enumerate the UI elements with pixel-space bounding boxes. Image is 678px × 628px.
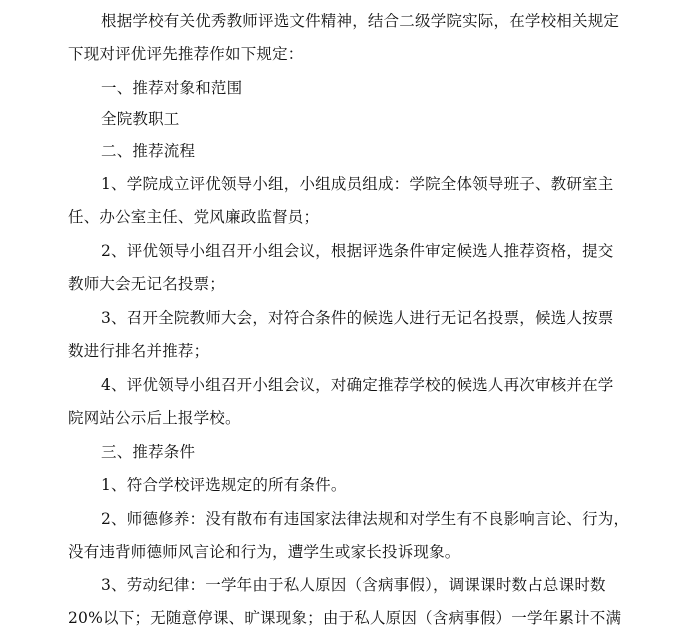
process-item-4-line-1: 4、评优领导小组召开小组会议，对确定推荐学校的候选人再次审核并在学 xyxy=(101,376,614,394)
paragraph-intro-line-2: 下现对评优评先推荐作如下规定： xyxy=(68,45,304,63)
process-item-2-line-2: 教师大会无记名投票； xyxy=(68,275,226,293)
process-item-1-line-2: 任、办公室主任、党风廉政监督员； xyxy=(68,208,320,226)
condition-item-1: 1、符合学校评选规定的所有条件。 xyxy=(101,476,347,494)
condition-item-3-line-2: 20%以下；无随意停课、旷课现象；由于私人原因（含病事假）一学年累计不满 xyxy=(68,609,622,627)
section-heading-2: 二、推荐流程 xyxy=(101,142,196,160)
process-item-2-line-1: 2、评优领导小组召开小组会议，根据评选条件审定候选人推荐资格，提交 xyxy=(101,242,614,260)
section-heading-1: 一、推荐对象和范围 xyxy=(101,79,243,97)
section-heading-3: 三、推荐条件 xyxy=(101,443,196,461)
section-1-content: 全院教职工 xyxy=(101,110,180,128)
condition-item-2-line-2: 没有违背师德师风言论和行为，遭学生或家长投诉现象。 xyxy=(68,543,461,561)
paragraph-intro-line-1: 根据学校有关优秀教师评选文件精神，结合二级学院实际，在学校相关规定 xyxy=(101,12,620,30)
condition-item-3-line-1: 3、劳动纪律：一学年由于私人原因（含病事假），调课课时数占总课时数 xyxy=(101,576,606,594)
process-item-3-line-2: 数进行排名并推荐； xyxy=(68,342,210,360)
condition-item-2-line-1: 2、师德修养：没有散布有违国家法律法规和对学生有不良影响言论、行为， xyxy=(101,510,630,528)
process-item-1-line-1: 1、学院成立评优领导小组，小组成员组成：学院全体领导班子、教研室主 xyxy=(101,175,614,193)
process-item-4-line-2: 院网站公示后上报学校。 xyxy=(68,409,241,427)
process-item-3-line-1: 3、召开全院教师大会，对符合条件的候选人进行无记名投票，候选人按票 xyxy=(101,309,614,327)
